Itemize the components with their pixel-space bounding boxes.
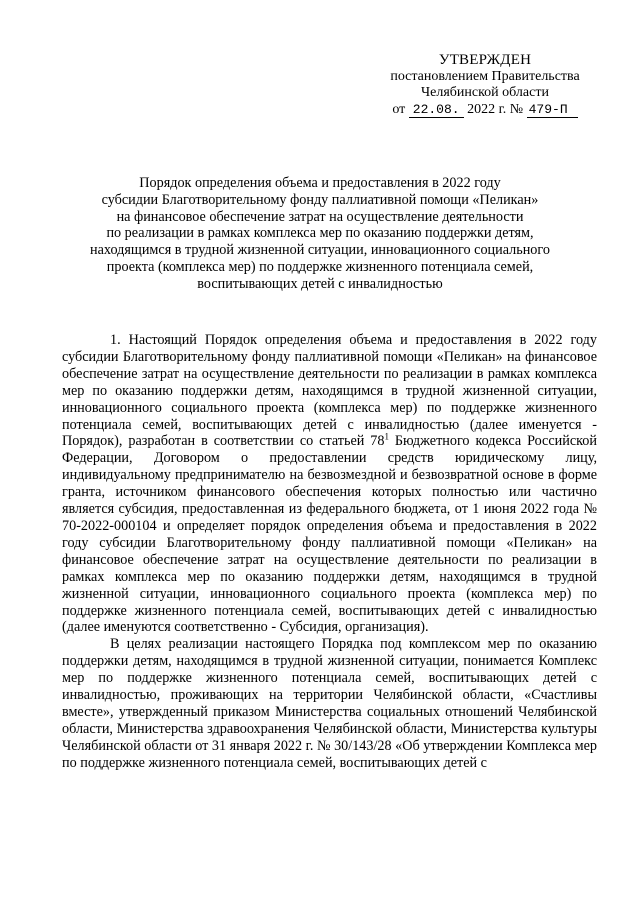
superscript: 1 [384, 431, 389, 442]
title-line: проекта (комплекса мер) по поддержке жизненного потенциала семей, [106, 258, 534, 275]
paragraph-1 [62, 332, 597, 636]
approved-heading: УТВЕРЖДЕН [438, 52, 532, 68]
from-label: от [392, 101, 406, 117]
document-title [70, 175, 570, 293]
title-line: находящимся в трудной жизненной ситуации, инновационного социального [90, 242, 550, 259]
title-line: воспитывающих детей с инвалидностью [197, 275, 443, 292]
paragraph-2: В целях реализации настоящего Порядка под комплексом мер по оказанию поддержки детям, находящимся в трудной жизненной ситуации, понимается Комплекс мер по поддержке жизненного потенциала семей, воспитывающих детей с инвалидностью, проживающих на территории Челябинской области, «Счастливы вместе», утвержденный приказом Министерства социальных отношений Челябинской области, Министерства здравоохранения Челябинской области, Министерства культуры Челябинской области от 31 января 2022 г. № 30/143/28 «Об утверждении Комплекса мер по поддержке жизненного потенциала семей, воспитывающих детей с [62, 636, 597, 771]
approval-date-line [370, 102, 600, 119]
title-line: субсидии Благотворительному фонду паллиативной помощи «Пеликан» [101, 191, 539, 208]
paragraph-1-text-cont: Бюджетного кодекса Российской Федерации, Договором о предоставлении средств юридическому лицу, индивидуальному предпринимателю на безвозмездной и безвозвратной основе в форме гранта, источником финансового обеспечения которых полностью или частично является субсидия, предоставленная из федерального бюджета, от 1 июня 2022 года № 70-2022-000104 и определяет порядок определения объема и предоставления в 2022 году субсидии Благотворительному фонду паллиативной помощи «Пеликан» на финансовое обеспечение затрат на осуществление деятельности по реализации в рамках комплекса мер по оказанию поддержки детям, находящимся в трудной жизненной ситуации, инновационного социального проекта (комплекса мер) по поддержке жизненного потенциала семей, воспитывающих детей с инвалидностью (далее именуются соответственно - Субсидия, организация). [62, 433, 597, 636]
approval-block [370, 52, 600, 118]
document-body [62, 332, 597, 772]
paragraph-1-text: 1. Настоящий Порядок определения объема и предоставления в 2022 году субсидии Благотворительному фонду паллиативной помощи «Пеликан» на финансовое обеспечение затрат на осуществление деятельности по реализации в рамках комплекса мер по оказанию поддержки детям, находящимся в трудной жизненной ситуации, инновационного социального проекта (комплекса мер) по поддержке жизненного потенциала семей, воспитывающих детей с инвалидностью (далее именуется - Порядок), разработан в соответствии со статьей 78 [62, 332, 597, 450]
title-line: Порядок определения объема и предоставления в 2022 году [139, 175, 501, 191]
title-line: по реализации в рамках комплекса мер по оказанию поддержки детям, [106, 225, 534, 242]
year-label: 2022 г. № [467, 101, 524, 117]
approval-date: 22.08. [409, 102, 464, 118]
approval-number: 479-П [527, 102, 578, 118]
approval-line-2: Челябинской области [421, 85, 549, 100]
title-line: на финансовое обеспечение затрат на осуществление деятельности [116, 208, 524, 225]
approval-line-1: постановлением Правительства [390, 68, 580, 84]
